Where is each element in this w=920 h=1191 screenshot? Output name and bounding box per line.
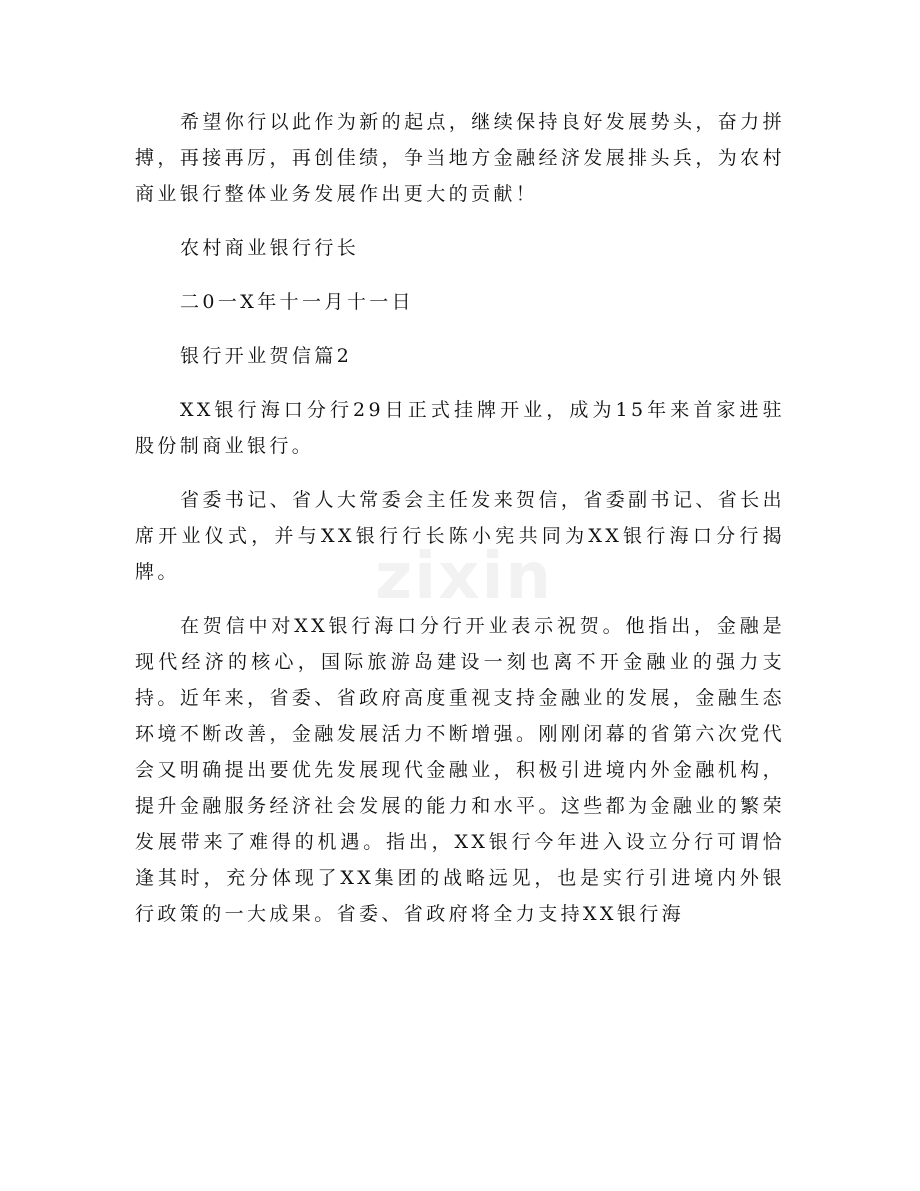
paragraph-opening-news: XX银行海口分行29日正式挂牌开业，成为15年来首家进驻股份制商业银行。	[135, 399, 785, 457]
watermark-logo: zixin	[375, 540, 553, 614]
document-body	[135, 104, 785, 932]
paragraph-blessing: 希望你行以此作为新的起点，继续保持良好发展势头，奋力拼搏，再接再厉，再创佳绩，争当地方金融经济发展排头兵，为农村商业银行整体业务发展作出更大的贡献！	[135, 111, 785, 205]
paragraph-ceremony: 省委书记、省人大常委会主任发来贺信，省委副书记、省长出席开业仪式，并与XX银行行长陈小宪共同为XX银行海口分行揭牌。	[135, 489, 785, 583]
paragraph-letter-content: 在贺信中对XX银行海口分行开业表示祝贺。他指出，金融是现代经济的核心，国际旅游岛建设一刻也离不开金融业的强力支持。近年来，省委、省政府高度重视支持金融业的发展，金融生态环境不断改善，金融发展活力不断增强。刚刚闭幕的省第六次党代会又明确提出要优先发展现代金融业，积极引进境内外金融机构，提升金融服务经济社会发展的能力和水平。这些都为金融业的繁荣发展带来了难得的机遇。指出，XX银行今年进入设立分行可谓恰逢其时，充分体现了XX集团的战略远见，也是实行引进境内外银行政策的一大成果。省委、省政府将全力支持XX银行海	[135, 615, 785, 925]
paragraph-signer: 农村商业银行行长	[180, 237, 360, 259]
section-heading: 银行开业贺信篇2	[180, 345, 353, 367]
paragraph-date: 二0一X年十一月十一日	[180, 291, 415, 313]
